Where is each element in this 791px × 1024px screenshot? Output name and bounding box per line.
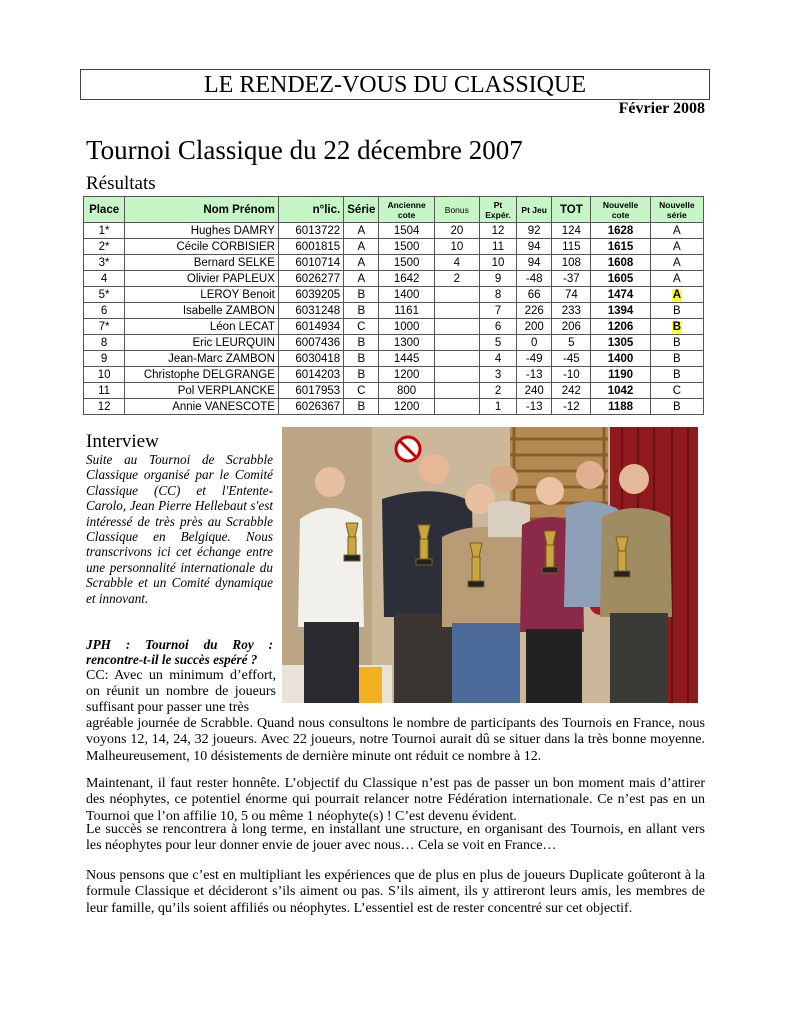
table-row xyxy=(84,351,704,367)
promotion-highlight: B xyxy=(672,320,681,333)
table-row xyxy=(84,271,704,287)
results-table xyxy=(83,196,704,415)
cell-licence: 6026367 xyxy=(278,399,343,415)
col-pt-jeu: Pt Jeu xyxy=(517,197,552,223)
cell-bonus xyxy=(434,399,479,415)
cell-name: LEROY Benoit xyxy=(125,287,279,303)
cell-new-rating: 1605 xyxy=(591,271,650,287)
cell-name: Eric LEURQUIN xyxy=(125,335,279,351)
table-header-row xyxy=(84,197,704,223)
col-name: Nom Prénom xyxy=(125,197,279,223)
cell-tot: -45 xyxy=(552,351,591,367)
cell-tot: 108 xyxy=(552,255,591,271)
cell-bonus: 10 xyxy=(434,239,479,255)
cell-old-rating: 1200 xyxy=(379,399,434,415)
cell-old-rating: 1504 xyxy=(379,223,434,239)
cell-old-rating: 1400 xyxy=(379,287,434,303)
cell-new-rating: 1615 xyxy=(591,239,650,255)
cell-pt-exper: 10 xyxy=(479,255,516,271)
cell-serie: A xyxy=(344,271,379,287)
cell-bonus: 4 xyxy=(434,255,479,271)
cell-licence: 6010714 xyxy=(278,255,343,271)
cell-serie: B xyxy=(344,287,379,303)
cell-pt-exper: 4 xyxy=(479,351,516,367)
interview-answer-lead: CC: Avec un minimum d’effort, on réunit un nombre de joueurs suffisant pour passer une très xyxy=(86,668,276,716)
cell-serie: A xyxy=(344,255,379,271)
cell-tot: 5 xyxy=(552,335,591,351)
cell-place: 9 xyxy=(84,351,125,367)
cell-old-rating: 1500 xyxy=(379,255,434,271)
table-row xyxy=(84,367,704,383)
cell-name: Cécile CORBISIER xyxy=(125,239,279,255)
cell-new-serie: A xyxy=(650,223,703,239)
cell-name: Bernard SELKE xyxy=(125,255,279,271)
results-heading: Résultats xyxy=(86,173,156,194)
cell-new-rating: 1628 xyxy=(591,223,650,239)
cell-old-rating: 1500 xyxy=(379,239,434,255)
cell-bonus xyxy=(434,319,479,335)
body-paragraph-4: Nous pensons que c’est en multipliant les expériences que de plus en plus de joueurs Duplicate goûteront à la formule Classique et décideront s’ils aiment ou pas. S’ils aiment, ils y attireront leurs amis, les membres de leur famille, qu’ils soient affiliés ou néophytes. L’essentiel est de rester concentré sur cet objectif. xyxy=(86,868,705,916)
col-serie: Série xyxy=(344,197,379,223)
promotion-highlight: A xyxy=(672,288,681,301)
issue-date: Février 2008 xyxy=(618,100,705,117)
cell-old-rating: 800 xyxy=(379,383,434,399)
cell-bonus: 2 xyxy=(434,271,479,287)
cell-place: 2* xyxy=(84,239,125,255)
cell-new-serie xyxy=(650,287,703,303)
cell-serie: B xyxy=(344,399,379,415)
table-row xyxy=(84,319,704,335)
interview-question: JPH : Tournoi du Roy : rencontre-t-il le succès espéré ? xyxy=(86,637,273,668)
cell-tot: 242 xyxy=(552,383,591,399)
cell-new-rating: 1394 xyxy=(591,303,650,319)
body-paragraph-2: Maintenant, il faut rester honnête. L’objectif du Classique n’est pas de passer un bon moment mais d’attirer des néophytes, ce potentiel énorme qui pourrait relancer notre Fédération internationale. Ce n’est pas en un Tournoi que l’on affilie 10, 5 ou même 1 néophyte(s) ! C’est devenu évident. xyxy=(86,776,705,824)
cell-pt-jeu: -49 xyxy=(517,351,552,367)
cell-licence: 6014934 xyxy=(278,319,343,335)
cell-new-serie: B xyxy=(650,303,703,319)
cell-old-rating: 1642 xyxy=(379,271,434,287)
cell-licence: 6001815 xyxy=(278,239,343,255)
tournament-title: Tournoi Classique du 22 décembre 2007 xyxy=(86,135,523,165)
cell-new-rating: 1206 xyxy=(591,319,650,335)
cell-pt-jeu: 92 xyxy=(517,223,552,239)
cell-pt-exper: 1 xyxy=(479,399,516,415)
cell-serie: C xyxy=(344,383,379,399)
cell-name: Christophe DELGRANGE xyxy=(125,367,279,383)
table-row xyxy=(84,383,704,399)
newsletter-banner: LE RENDEZ-VOUS DU CLASSIQUE xyxy=(80,69,710,100)
cell-old-rating: 1300 xyxy=(379,335,434,351)
cell-pt-exper: 9 xyxy=(479,271,516,287)
cell-place: 5* xyxy=(84,287,125,303)
cell-name: Hughes DAMRY xyxy=(125,223,279,239)
cell-name: Jean-Marc ZAMBON xyxy=(125,351,279,367)
table-row xyxy=(84,223,704,239)
cell-tot: -10 xyxy=(552,367,591,383)
interview-heading: Interview xyxy=(86,431,159,452)
cell-bonus: 20 xyxy=(434,223,479,239)
cell-new-serie: A xyxy=(650,271,703,287)
cell-old-rating: 1200 xyxy=(379,367,434,383)
cell-tot: 74 xyxy=(552,287,591,303)
cell-pt-exper: 8 xyxy=(479,287,516,303)
cell-bonus xyxy=(434,303,479,319)
cell-pt-exper: 12 xyxy=(479,223,516,239)
col-pt-exper: Pt Expér. xyxy=(479,197,516,223)
cell-tot: -12 xyxy=(552,399,591,415)
cell-pt-exper: 6 xyxy=(479,319,516,335)
cell-serie: A xyxy=(344,223,379,239)
group-photo xyxy=(282,427,698,703)
cell-tot: -37 xyxy=(552,271,591,287)
cell-bonus xyxy=(434,367,479,383)
cell-licence: 6030418 xyxy=(278,351,343,367)
table-row xyxy=(84,255,704,271)
cell-pt-exper: 2 xyxy=(479,383,516,399)
cell-place: 6 xyxy=(84,303,125,319)
cell-new-serie: B xyxy=(650,351,703,367)
cell-place: 1* xyxy=(84,223,125,239)
cell-new-rating: 1042 xyxy=(591,383,650,399)
cell-pt-exper: 11 xyxy=(479,239,516,255)
cell-bonus xyxy=(434,335,479,351)
cell-new-rating: 1188 xyxy=(591,399,650,415)
col-new-serie: Nouvelle série xyxy=(650,197,703,223)
cell-pt-jeu: 66 xyxy=(517,287,552,303)
cell-new-serie xyxy=(650,319,703,335)
cell-new-serie: A xyxy=(650,239,703,255)
cell-licence: 6017953 xyxy=(278,383,343,399)
cell-new-serie: B xyxy=(650,399,703,415)
table-row xyxy=(84,399,704,415)
cell-serie: B xyxy=(344,367,379,383)
col-place: Place xyxy=(84,197,125,223)
cell-new-serie: B xyxy=(650,335,703,351)
col-bonus: Bonus xyxy=(434,197,479,223)
cell-serie: A xyxy=(344,239,379,255)
cell-place: 7* xyxy=(84,319,125,335)
cell-pt-exper: 5 xyxy=(479,335,516,351)
col-tot: TOT xyxy=(552,197,591,223)
cell-tot: 233 xyxy=(552,303,591,319)
cell-licence: 6013722 xyxy=(278,223,343,239)
cell-pt-exper: 7 xyxy=(479,303,516,319)
cell-old-rating: 1445 xyxy=(379,351,434,367)
cell-pt-jeu: 94 xyxy=(517,239,552,255)
col-new-rating: Nouvelle cote xyxy=(591,197,650,223)
cell-pt-jeu: 200 xyxy=(517,319,552,335)
cell-old-rating: 1000 xyxy=(379,319,434,335)
table-row xyxy=(84,239,704,255)
cell-new-rating: 1190 xyxy=(591,367,650,383)
cell-place: 11 xyxy=(84,383,125,399)
cell-pt-jeu: 240 xyxy=(517,383,552,399)
table-row xyxy=(84,335,704,351)
cell-name: Annie VANESCOTE xyxy=(125,399,279,415)
cell-name: Isabelle ZAMBON xyxy=(125,303,279,319)
cell-place: 4 xyxy=(84,271,125,287)
body-paragraph-3: Le succès se rencontrera à long terme, en installant une structure, en organisant des Tournois, en allant vers les néophytes pour leur donner envie de jouer avec nous… Cela se voit en France… xyxy=(86,822,705,854)
cell-pt-jeu: -13 xyxy=(517,367,552,383)
cell-pt-jeu: 0 xyxy=(517,335,552,351)
results-table-body xyxy=(84,223,704,415)
cell-pt-jeu: -48 xyxy=(517,271,552,287)
cell-tot: 115 xyxy=(552,239,591,255)
cell-new-serie: B xyxy=(650,367,703,383)
col-old-rating: Ancienne cote xyxy=(379,197,434,223)
cell-serie: C xyxy=(344,319,379,335)
table-row xyxy=(84,287,704,303)
cell-licence: 6031248 xyxy=(278,303,343,319)
cell-name: Léon LECAT xyxy=(125,319,279,335)
cell-name: Pol VERPLANCKE xyxy=(125,383,279,399)
cell-bonus xyxy=(434,351,479,367)
cell-pt-exper: 3 xyxy=(479,367,516,383)
cell-place: 12 xyxy=(84,399,125,415)
body-paragraph-1: agréable journée de Scrabble. Quand nous consultons le nombre de participants des Tournois en France, nous voyons 12, 14, 24, 32 joueurs. Avec 22 joueurs, notre Tournoi aurait dû se situer dans la très bonne moyenne. Malheureusement, 10 désistements de dernière minute ont réduit ce nombre à 12. xyxy=(86,716,705,764)
cell-licence: 6007436 xyxy=(278,335,343,351)
cell-serie: B xyxy=(344,303,379,319)
cell-place: 3* xyxy=(84,255,125,271)
cell-pt-jeu: 94 xyxy=(517,255,552,271)
cell-new-rating: 1305 xyxy=(591,335,650,351)
cell-pt-jeu: -13 xyxy=(517,399,552,415)
cell-serie: B xyxy=(344,351,379,367)
cell-bonus xyxy=(434,287,479,303)
interview-intro: Suite au Tournoi de Scrabble Classique organisé par le Comité Classique (CC) et l'Entente-Carolo, Jean Pierre Hellebaut s'est intéressé de très près au Scrabble Classique en Belgique. Nous transcrivons ici cet échange entre une personnalité internationale du Scrabble et un Comité dynamique et innovant. xyxy=(86,452,273,606)
cell-place: 8 xyxy=(84,335,125,351)
table-row xyxy=(84,303,704,319)
cell-licence: 6014203 xyxy=(278,367,343,383)
cell-licence: 6039205 xyxy=(278,287,343,303)
cell-bonus xyxy=(434,383,479,399)
cell-new-rating: 1400 xyxy=(591,351,650,367)
cell-new-serie: A xyxy=(650,255,703,271)
cell-serie: B xyxy=(344,335,379,351)
cell-tot: 124 xyxy=(552,223,591,239)
cell-licence: 6026277 xyxy=(278,271,343,287)
col-licence: n°lic. xyxy=(278,197,343,223)
cell-old-rating: 1161 xyxy=(379,303,434,319)
cell-pt-jeu: 226 xyxy=(517,303,552,319)
cell-new-serie: C xyxy=(650,383,703,399)
cell-name: Olivier PAPLEUX xyxy=(125,271,279,287)
cell-tot: 206 xyxy=(552,319,591,335)
cell-place: 10 xyxy=(84,367,125,383)
cell-new-rating: 1608 xyxy=(591,255,650,271)
cell-new-rating: 1474 xyxy=(591,287,650,303)
